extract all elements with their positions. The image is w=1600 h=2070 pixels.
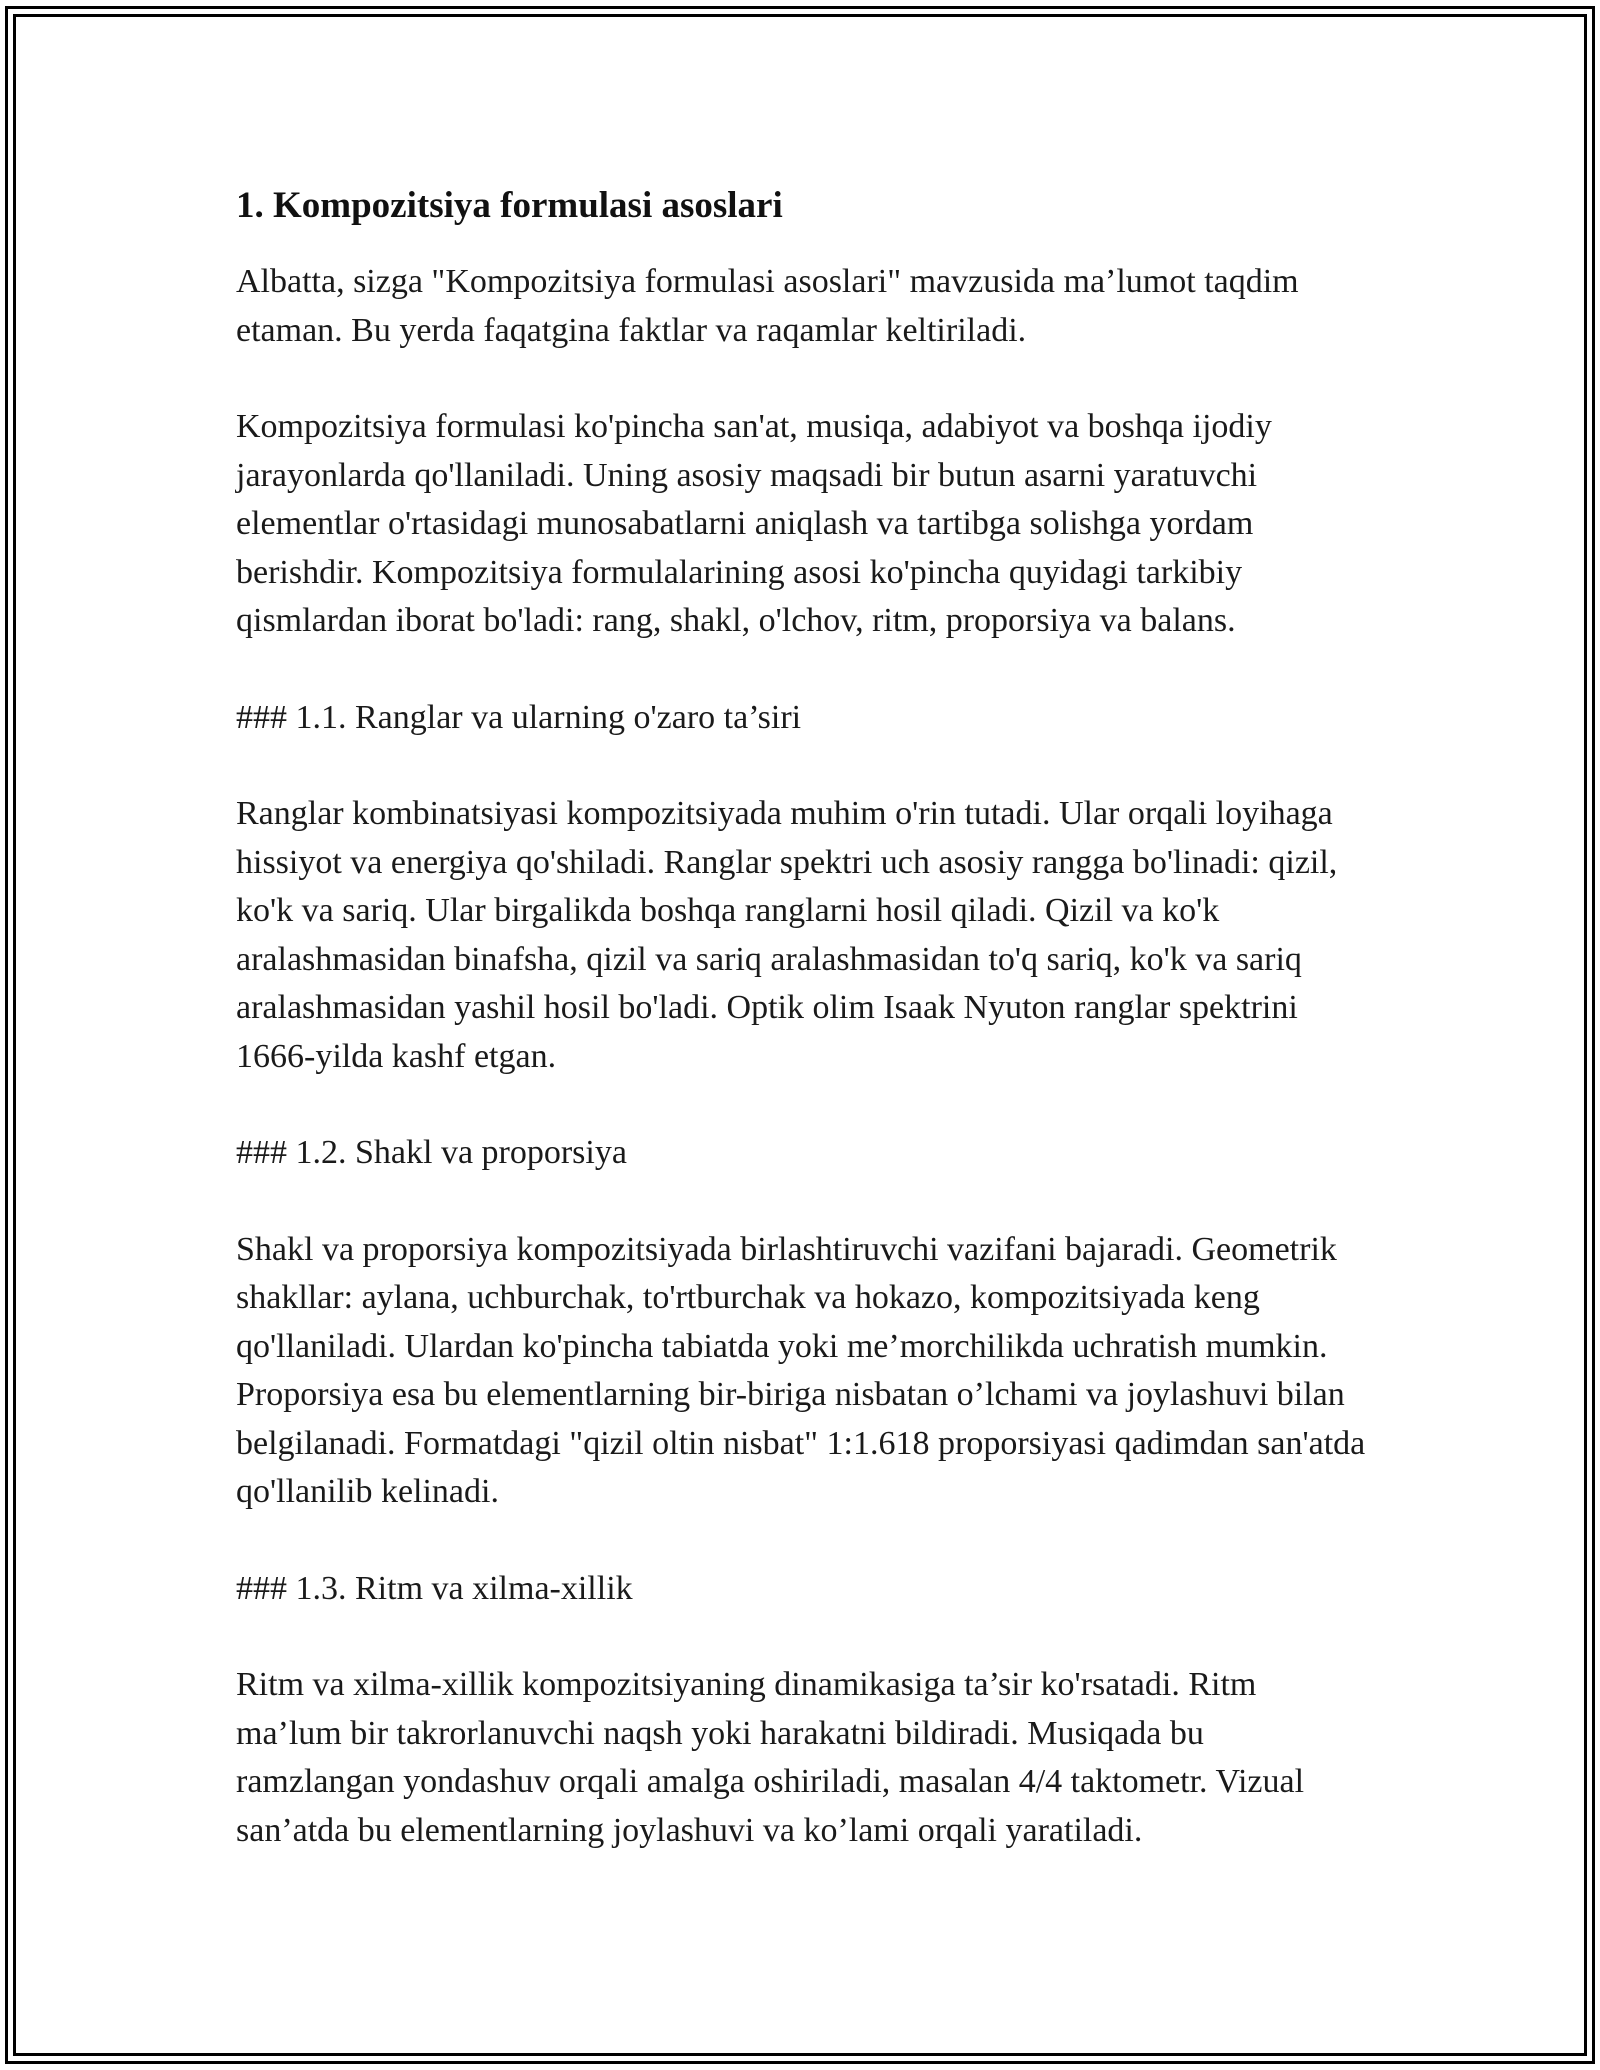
document-title: 1. Kompozitsiya formulasi asoslari — [236, 185, 783, 226]
section-heading-shape: ### 1.2. Shakl va proporsiya — [236, 1134, 627, 1172]
section-body-colors: Ranglar kombinatsiyasi kompozitsiyada muhim o'rin tutadi. Ular orqali loyihaga hissiyot va energiya qo'shiladi. Ranglar spektri uch asosiy rangga bo'linadi: qizil, ko'k va sariq. Ular birgalikda boshqa ranglarni hosil qiladi. Qizil va ko'k aralashmasidan binafsha, qizil va sariq aralashmasidan to'q sariq, ko'k va sariq aralashmasidan yashil hosil bo'ladi. Optik olim Isaak Nyuton ranglar spektrini 1666-yilda kashf etgan. — [236, 795, 1338, 1075]
document-content — [236, 182, 1366, 1903]
section-body-shape: Shakl va proporsiya kompozitsiyada birlashtiruvchi vazifani bajaradi. Geometrik shakllar: aylana, uchburchak, to'rtburchak va hokazo, kompozitsiyada keng qo'llaniladi. Ulardan ko'pincha tabiatda yoki me’morchilikda uchratish mumkin. Proporsiya esa bu elementlarning bir-biriga nisbatan o’lchami va joylashuvi bilan belgilanadi. Formatdagi "qizil oltin nisbat" 1:1.618 proporsiyasi qadimdan san'atda qo'llanilib kelinadi. — [236, 1230, 1366, 1511]
overview-paragraph: Kompozitsiya formulasi ko'pincha san'at, musiqa, adabiyot va boshqa ijodiy jarayonlarda qo'llaniladi. Uning asosiy maqsadi bir butun asarni yaratuvchi elementlar o'rtasidagi munosabatlarni aniqlash va tartibga solishga yordam berishdir. Kompozitsiya formulalarining asosi ko'pincha quyidagi tarkibiy qismlardan iborat bo'ladi: rang, shakl, o'lchov, ritm, proporsiya va balans. — [236, 408, 1272, 640]
section-body-rhythm: Ritm va xilma-xillik kompozitsiyaning dinamikasiga ta’sir ko'rsatadi. Ritm ma’lum bir takrorlanuvchi naqsh yoki harakatni bildiradi. Musiqada bu ramzlangan yondashuv orqali amalga oshiriladi, masalan 4/4 taktometr. Vizual san’atda bu elementlarning joylashuvi va ko’lami orqali yaratiladi. — [236, 1666, 1305, 1849]
intro-paragraph: Albatta, sizga "Kompozitsiya formulasi asoslari" mavzusida ma’lumot taqdim etaman. Bu yerda faqatgina faktlar va raqamlar keltiriladi. — [236, 263, 1299, 349]
section-heading-rhythm: ### 1.3. Ritm va xilma-xillik — [236, 1569, 633, 1607]
section-heading-colors: ### 1.1. Ranglar va ularning o'zaro ta’siri — [236, 698, 802, 736]
